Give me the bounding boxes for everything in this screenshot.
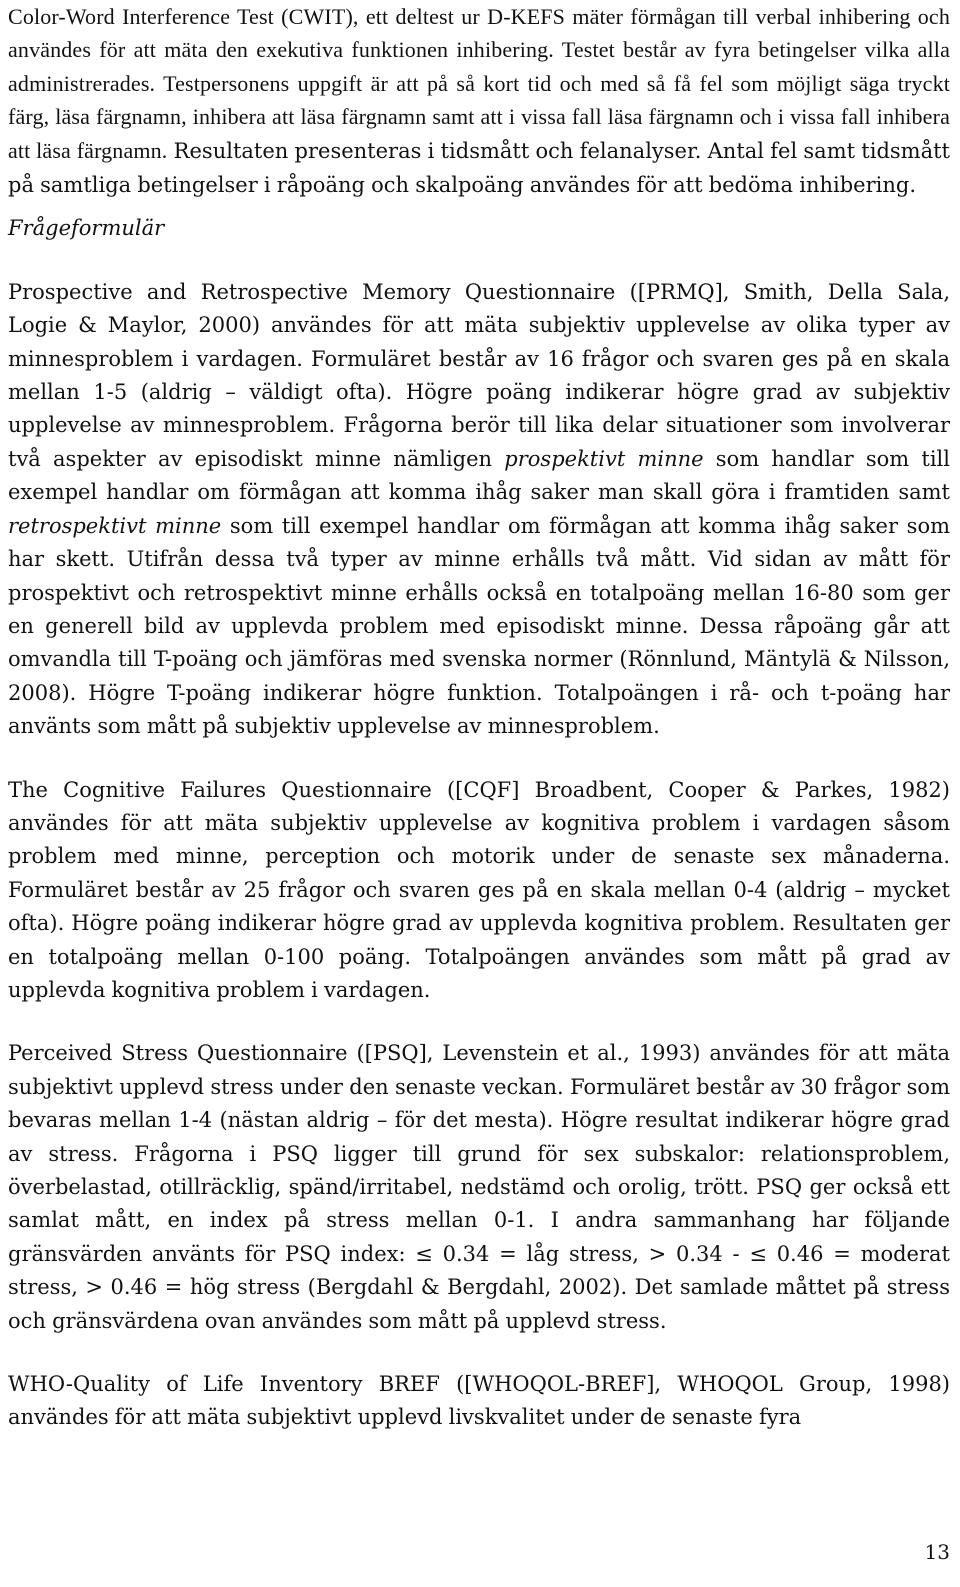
prmq-paragraph-part1: Prospective and Retrospective Memory Questionnaire ([PRMQ], Smith, Della Sala, Logie & Maylor, 2000) användes för att mäta subjektiv upplevelse av olika typer av minnesproblem i vardagen. Formuläret består av 16 frågor och svaren ges på en skala mellan 1-5 (aldrig – väldigt ofta). Högre poäng indikerar högre grad av subjektiv upplevelse av minnesproblem. Frågorna berör till lika delar situationer som involverar två aspekter av episodiskt minne nämligen (8, 279, 950, 471)
page-number: 13 (924, 1540, 950, 1564)
psq-paragraph: Perceived Stress Questionnaire ([PSQ], Levenstein et al., 1993) användes för att mäta subjektivt upplevd stress under den senaste veckan. Formuläret består av 30 frågor som bevaras mellan 1-4 (nästan aldrig – för det mesta). Högre resultat indikerar högre grad av stress. Frågorna i PSQ ligger till grund för sex subskalor: relationsproblem, överbelastad, otillräcklig, spänd/irritabel, nedstämd och orolig, trött. PSQ ger också ett samlat mått, en index på stress mellan 0-1. I andra sammanhang har följande gränsvärden använts för PSQ index: ≤ 0.34 = låg stress, > 0.34 - ≤ 0.46 = moderat stress, > 0.46 = hög stress (Bergdahl & Bergdahl, 2002). Det samlade måttet på stress och gränsvärdena ovan användes som mått på upplevd stress. (8, 1041, 950, 1333)
prmq-paragraph-part2: som handlar som till exempel handlar om förmågan att komma ihåg saker man skall göra i framtiden samt (8, 446, 950, 505)
whoqol-paragraph: WHO-Quality of Life Inventory BREF ([WHOQOL-BREF], WHOQOL Group, 1998) användes för att mäta subjektivt upplevd livskvalitet under de senaste fyra (8, 1372, 950, 1430)
section-heading: Frågeformulär (8, 216, 165, 241)
prmq-italic-prospective: prospektivt minne (504, 446, 704, 471)
cwit-paragraph (8, 0, 950, 202)
cwit-paragraph-part2: Resultaten presenteras i tidsmått och felanalyser. Antal fel samt tidsmått på samtliga betingelser i råpoäng och skalpoäng användes för att bedöma inhibering. (8, 138, 950, 198)
document-page (8, 0, 950, 1435)
prmq-italic-retrospective: retrospektivt minne (8, 513, 222, 538)
prmq-paragraph-part3: som till exempel handlar om förmågan att komma ihåg saker som har skett. Utifrån dessa två typer av minne erhålls två mått. Vid sidan av mått för prospektivt och retrospektivt minne erhålls också en totalpoäng mellan 16-80 som ger en generell bild av upplevda problem med episodiskt minne. Dessa råpoäng går att omvandla till T-poäng och jämföras med svenska normer (Rönnlund, Mäntylä & Nilsson, 2008). Högre T-poäng indikerar högre funktion. Totalpoängen i rå- och t-poäng har använts som mått på subjektiv upplevelse av minnesproblem. (8, 513, 951, 739)
cfq-paragraph: The Cognitive Failures Questionnaire ([CQF] Broadbent, Cooper & Parkes, 1982) användes för att mäta subjektiv upplevelse av kognitiva problem i vardagen såsom problem med minne, perception och motorik under de senaste sex månaderna. Formuläret består av 25 frågor och svaren ges på en skala mellan 0-4 (aldrig – mycket ofta). Högre poäng indikerar högre grad av upplevda kognitiva problem. Resultaten ger en totalpoäng mellan 0-100 poäng. Totalpoängen användes som mått på grad av upplevda kognitiva problem i vardagen. (8, 777, 950, 1002)
cwit-paragraph-part1: Color-Word Interference Test (CWIT), ett deltest ur D-KEFS mäter förmågan till verbal inhibering och användes för att mäta den exekutiva funktionen inhibering. Testet består av fyra betingelser vilka alla administrerades. Testpersonens uppgift är att på så kort tid och med så få fel som möjligt säga tryckt färg, läsa färgnamn, inhibera att läsa färgnamn samt att i vissa fall läsa färgnamn och i vissa fall inhibera att läsa färgnamn. (8, 4, 950, 163)
prmq-paragraph (8, 276, 950, 744)
